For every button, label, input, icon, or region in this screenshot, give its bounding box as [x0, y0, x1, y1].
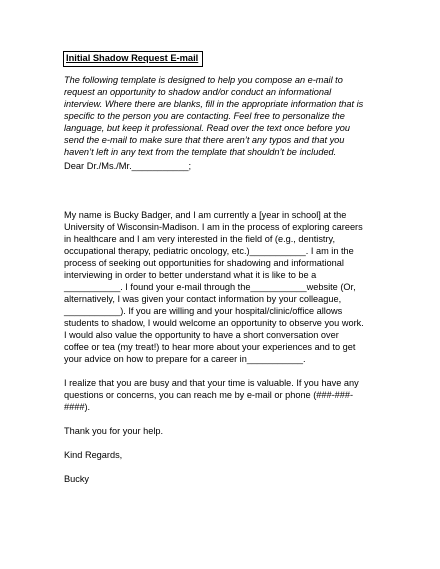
email-body: [64, 209, 374, 497]
body-line: ___________). If you are willing and your hospital/clinic/office allows: [64, 306, 343, 316]
body-line: process of seeking out opportunities for shadowing and informational: [64, 258, 344, 268]
body-line: alternatively, I was given your contact information by your colleague,: [64, 294, 342, 304]
instructions-line: The following template is designed to help you compose an e-mail to: [64, 75, 343, 85]
closing-line: Kind Regards,: [64, 450, 123, 460]
body-line: My name is Bucky Badger, and I am currently a [year in school] at the: [64, 210, 347, 220]
body-line: occupational therapy, pediatric oncology, etc.)___________. I am in the: [64, 246, 354, 256]
body-line: interviewing in order to better understand what it is like to be a: [64, 270, 317, 280]
thank-you-line: Thank you for your help.: [64, 426, 164, 436]
instructions-paragraph: [64, 74, 376, 158]
signature: Bucky: [64, 474, 90, 484]
body-line: ___________. I found your e-mail through the___________website (Or,: [64, 282, 356, 292]
body-paragraph-contact: [64, 377, 374, 413]
instructions-line: interview. Where there are blanks, fill in the appropriate information that is: [64, 99, 364, 109]
instructions-line: specific to the person you are contacting. Feel free to personalize the: [64, 111, 345, 121]
body-line: students to shadow, I would welcome an opportunity to observe you work.: [64, 318, 364, 328]
email-greeting: Dear Dr./Ms./Mr.___________;: [64, 161, 192, 171]
body-line: I would also value the opportunity to have a short conversation over: [64, 330, 339, 340]
instructions-line: send the e-mail to make sure that there aren’t any typos and that you: [64, 135, 345, 145]
body-line: ####).: [64, 402, 91, 412]
instructions-line: haven’t left in any text from the template that shouldn’t be included.: [64, 147, 337, 157]
instructions-line: language, but keep it professional. Read over the text once before you: [64, 123, 351, 133]
body-line: in healthcare and I am very interested in the field of (e.g., dentistry,: [64, 234, 336, 244]
body-line: I realize that you are busy and that your time is valuable. If you have any: [64, 378, 359, 388]
body-line: questions or concerns, you can reach me by e-mail or phone (###-###-: [64, 390, 354, 400]
body-line: your advice on how to prepare for a career in___________.: [64, 354, 306, 364]
document-title: Initial Shadow Request E-mail: [63, 51, 203, 67]
body-line: coffee or tea (my treat!) to hear more about your experiences and to get: [64, 342, 356, 352]
instructions-line: request an opportunity to shadow and/or conduct an informational: [64, 87, 332, 97]
body-paragraph-introduction: [64, 209, 374, 365]
body-line: University of Wisconsin-Madison. I am in the process of exploring careers: [64, 222, 363, 232]
